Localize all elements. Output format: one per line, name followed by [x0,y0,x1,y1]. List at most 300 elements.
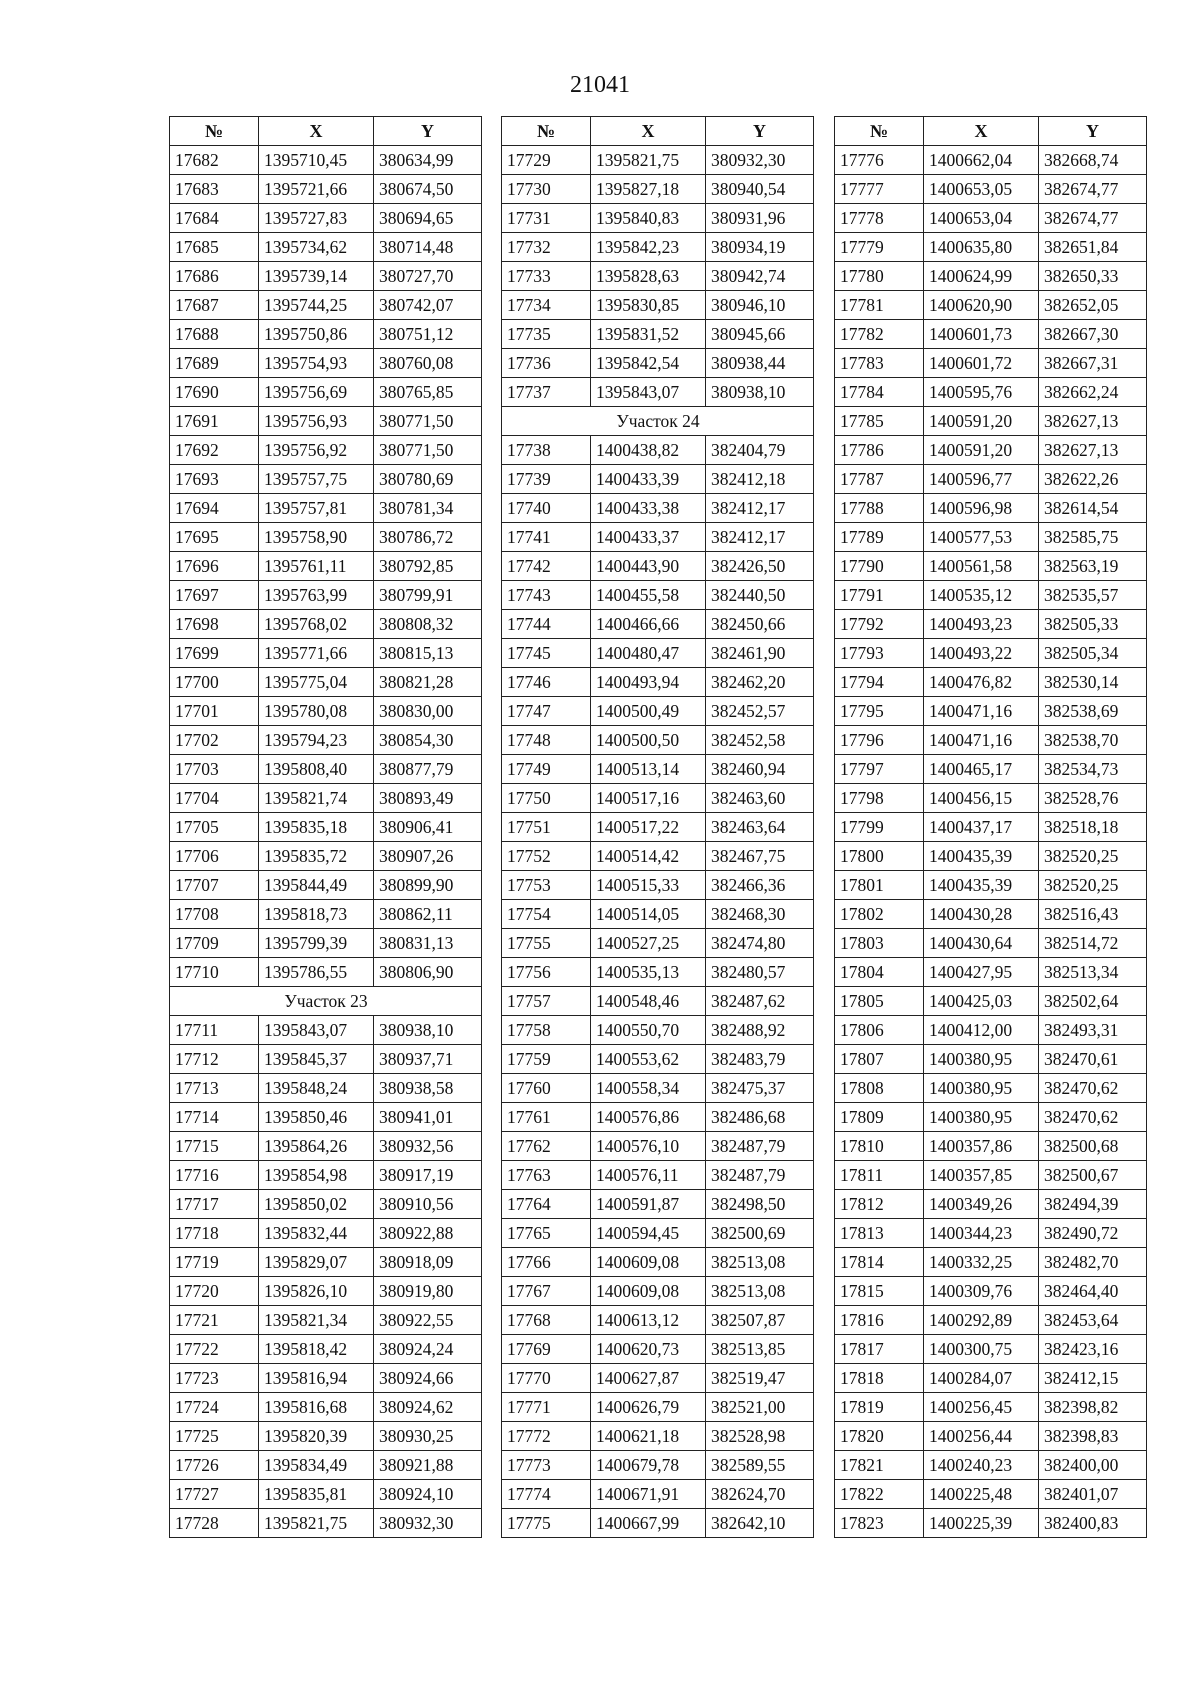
point-number-cell: 17798 [835,784,924,813]
table-row [502,465,814,494]
y-coordinate-cell: 380924,62 [374,1393,482,1422]
table-row [502,320,814,349]
y-coordinate-cell: 382668,74 [1039,146,1147,175]
x-coordinate-cell: 1400596,98 [924,494,1039,523]
x-coordinate-cell: 1400357,85 [924,1161,1039,1190]
point-number-cell: 17818 [835,1364,924,1393]
y-coordinate-cell: 382450,66 [706,610,814,639]
y-coordinate-cell: 382440,50 [706,581,814,610]
table-row [170,842,482,871]
x-coordinate-cell: 1400455,58 [591,581,706,610]
column-header-y: Y [706,117,814,146]
table-row [502,1277,814,1306]
point-number-cell: 17696 [170,552,259,581]
x-coordinate-cell: 1400437,17 [924,813,1039,842]
point-number-cell: 17735 [502,320,591,349]
y-coordinate-cell: 382674,77 [1039,175,1147,204]
point-number-cell: 17736 [502,349,591,378]
table-row [170,1393,482,1422]
x-coordinate-cell: 1395808,40 [259,755,374,784]
table-row [502,610,814,639]
x-coordinate-cell: 1400635,80 [924,233,1039,262]
point-number-cell: 17713 [170,1074,259,1103]
y-coordinate-cell: 382538,69 [1039,697,1147,726]
x-coordinate-cell: 1400435,39 [924,842,1039,871]
y-coordinate-cell: 382667,30 [1039,320,1147,349]
y-coordinate-cell: 382462,20 [706,668,814,697]
y-coordinate-cell: 380781,34 [374,494,482,523]
x-coordinate-cell: 1395754,93 [259,349,374,378]
point-number-cell: 17691 [170,407,259,436]
table-row [170,1016,482,1045]
x-coordinate-cell: 1395844,49 [259,871,374,900]
table-row [170,1132,482,1161]
x-coordinate-cell: 1395771,66 [259,639,374,668]
y-coordinate-cell: 382493,31 [1039,1016,1147,1045]
table-row [835,233,1147,262]
point-number-cell: 17819 [835,1393,924,1422]
y-coordinate-cell: 380877,79 [374,755,482,784]
x-coordinate-cell: 1400349,26 [924,1190,1039,1219]
x-coordinate-cell: 1395854,98 [259,1161,374,1190]
y-coordinate-cell: 382467,75 [706,842,814,871]
y-coordinate-cell: 382494,39 [1039,1190,1147,1219]
x-coordinate-cell: 1395832,44 [259,1219,374,1248]
table-row [835,639,1147,668]
y-coordinate-cell: 380907,26 [374,842,482,871]
point-number-cell: 17733 [502,262,591,291]
x-coordinate-cell: 1400595,76 [924,378,1039,407]
table-row [835,581,1147,610]
table-row [170,552,482,581]
point-number-cell: 17761 [502,1103,591,1132]
point-number-cell: 17727 [170,1480,259,1509]
x-coordinate-cell: 1400493,22 [924,639,1039,668]
y-coordinate-cell: 382487,62 [706,987,814,1016]
y-coordinate-cell: 382538,70 [1039,726,1147,755]
point-number-cell: 17769 [502,1335,591,1364]
x-coordinate-cell: 1400609,08 [591,1277,706,1306]
point-number-cell: 17754 [502,900,591,929]
point-number-cell: 17786 [835,436,924,465]
x-coordinate-cell: 1400548,46 [591,987,706,1016]
point-number-cell: 17764 [502,1190,591,1219]
column-header-number: № [170,117,259,146]
x-coordinate-cell: 1400626,79 [591,1393,706,1422]
y-coordinate-cell: 380910,56 [374,1190,482,1219]
table-row [502,726,814,755]
x-coordinate-cell: 1400465,17 [924,755,1039,784]
x-coordinate-cell: 1400624,99 [924,262,1039,291]
x-coordinate-cell: 1400225,48 [924,1480,1039,1509]
point-number-cell: 17814 [835,1248,924,1277]
x-coordinate-cell: 1400591,20 [924,407,1039,436]
x-coordinate-cell: 1400653,05 [924,175,1039,204]
table-row [835,175,1147,204]
table-row [170,1103,482,1132]
y-coordinate-cell: 380862,11 [374,900,482,929]
table-header-row [502,117,814,146]
x-coordinate-cell: 1395756,93 [259,407,374,436]
x-coordinate-cell: 1395864,26 [259,1132,374,1161]
table-row [835,1161,1147,1190]
point-number-cell: 17739 [502,465,591,494]
point-number-cell: 17712 [170,1045,259,1074]
y-coordinate-cell: 380830,00 [374,697,482,726]
point-number-cell: 17693 [170,465,259,494]
table-row [502,436,814,465]
point-number-cell: 17689 [170,349,259,378]
table-row [835,1016,1147,1045]
x-coordinate-cell: 1395818,73 [259,900,374,929]
point-number-cell: 17765 [502,1219,591,1248]
x-coordinate-cell: 1395843,07 [591,378,706,407]
x-coordinate-cell: 1395831,52 [591,320,706,349]
y-coordinate-cell: 382521,00 [706,1393,814,1422]
point-number-cell: 17810 [835,1132,924,1161]
x-coordinate-cell: 1400553,62 [591,1045,706,1074]
table-row [502,1161,814,1190]
table-row [502,842,814,871]
y-coordinate-cell: 380831,13 [374,929,482,958]
table-row [502,1190,814,1219]
point-number-cell: 17823 [835,1509,924,1538]
x-coordinate-cell: 1395828,63 [591,262,706,291]
y-coordinate-cell: 382513,85 [706,1335,814,1364]
point-number-cell: 17812 [835,1190,924,1219]
y-coordinate-cell: 380714,48 [374,233,482,262]
table-row [835,349,1147,378]
table-row [502,1306,814,1335]
point-number-cell: 17730 [502,175,591,204]
x-coordinate-cell: 1400609,08 [591,1248,706,1277]
point-number-cell: 17704 [170,784,259,813]
y-coordinate-cell: 380893,49 [374,784,482,813]
table-row [170,697,482,726]
x-coordinate-cell: 1395840,83 [591,204,706,233]
table-row [835,436,1147,465]
x-coordinate-cell: 1400433,39 [591,465,706,494]
y-coordinate-cell: 382535,57 [1039,581,1147,610]
point-number-cell: 17683 [170,175,259,204]
point-number-cell: 17720 [170,1277,259,1306]
x-coordinate-cell: 1395843,07 [259,1016,374,1045]
point-number-cell: 17700 [170,668,259,697]
table-row [502,1480,814,1509]
y-coordinate-cell: 382464,40 [1039,1277,1147,1306]
point-number-cell: 17746 [502,668,591,697]
table-row [502,581,814,610]
y-coordinate-cell: 382627,13 [1039,407,1147,436]
table-row [502,1074,814,1103]
point-number-cell: 17725 [170,1422,259,1451]
y-coordinate-cell: 382452,57 [706,697,814,726]
x-coordinate-cell: 1400332,25 [924,1248,1039,1277]
table-row [502,871,814,900]
table-row [502,523,814,552]
x-coordinate-cell: 1395757,75 [259,465,374,494]
y-coordinate-cell: 382474,80 [706,929,814,958]
point-number-cell: 17778 [835,204,924,233]
table-row [502,146,814,175]
y-coordinate-cell: 380780,69 [374,465,482,494]
x-coordinate-cell: 1400256,44 [924,1422,1039,1451]
x-coordinate-cell: 1400300,75 [924,1335,1039,1364]
table-row [170,813,482,842]
y-coordinate-cell: 382505,34 [1039,639,1147,668]
y-coordinate-cell: 380815,13 [374,639,482,668]
table-row [835,1509,1147,1538]
point-number-cell: 17686 [170,262,259,291]
column-header-x: X [259,117,374,146]
point-number-cell: 17793 [835,639,924,668]
table-row [835,987,1147,1016]
x-coordinate-cell: 1395816,68 [259,1393,374,1422]
point-number-cell: 17817 [835,1335,924,1364]
table-row [835,813,1147,842]
x-coordinate-cell: 1400662,04 [924,146,1039,175]
x-coordinate-cell: 1400309,76 [924,1277,1039,1306]
table-row [502,1509,814,1538]
y-coordinate-cell: 380771,50 [374,436,482,465]
point-number-cell: 17729 [502,146,591,175]
y-coordinate-cell: 382518,18 [1039,813,1147,842]
x-coordinate-cell: 1400591,87 [591,1190,706,1219]
table-row [835,1132,1147,1161]
table-row [835,958,1147,987]
y-coordinate-cell: 380938,58 [374,1074,482,1103]
y-coordinate-cell: 382460,94 [706,755,814,784]
table-row [170,175,482,204]
x-coordinate-cell: 1400380,95 [924,1045,1039,1074]
coordinates-table-1 [169,116,482,1538]
table-row [502,494,814,523]
x-coordinate-cell: 1400601,72 [924,349,1039,378]
table-row [170,1480,482,1509]
x-coordinate-cell: 1395816,94 [259,1364,374,1393]
point-number-cell: 17785 [835,407,924,436]
x-coordinate-cell: 1395848,24 [259,1074,374,1103]
x-coordinate-cell: 1400514,42 [591,842,706,871]
point-number-cell: 17807 [835,1045,924,1074]
y-coordinate-cell: 380917,19 [374,1161,482,1190]
table-row [835,1451,1147,1480]
y-coordinate-cell: 380792,85 [374,552,482,581]
table-header-row [170,117,482,146]
point-number-cell: 17748 [502,726,591,755]
section-row [170,987,482,1016]
table-row [835,1190,1147,1219]
y-coordinate-cell: 382490,72 [1039,1219,1147,1248]
y-coordinate-cell: 382483,79 [706,1045,814,1074]
point-number-cell: 17777 [835,175,924,204]
y-coordinate-cell: 380751,12 [374,320,482,349]
x-coordinate-cell: 1400225,39 [924,1509,1039,1538]
x-coordinate-cell: 1400425,03 [924,987,1039,1016]
point-number-cell: 17756 [502,958,591,987]
table-row [502,378,814,407]
x-coordinate-cell: 1395734,62 [259,233,374,262]
table-row [835,1277,1147,1306]
point-number-cell: 17794 [835,668,924,697]
table-row [502,784,814,813]
table-header-row [835,117,1147,146]
x-coordinate-cell: 1400456,15 [924,784,1039,813]
x-coordinate-cell: 1395768,02 [259,610,374,639]
y-coordinate-cell: 380921,88 [374,1451,482,1480]
y-coordinate-cell: 382412,15 [1039,1364,1147,1393]
y-coordinate-cell: 380938,10 [706,378,814,407]
y-coordinate-cell: 382480,57 [706,958,814,987]
point-number-cell: 17775 [502,1509,591,1538]
x-coordinate-cell: 1400535,13 [591,958,706,987]
y-coordinate-cell: 382614,54 [1039,494,1147,523]
table-row [170,1248,482,1277]
y-coordinate-cell: 380821,28 [374,668,482,697]
y-coordinate-cell: 382513,08 [706,1248,814,1277]
y-coordinate-cell: 380946,10 [706,291,814,320]
point-number-cell: 17783 [835,349,924,378]
table-row [170,378,482,407]
x-coordinate-cell: 1400671,91 [591,1480,706,1509]
point-number-cell: 17805 [835,987,924,1016]
point-number-cell: 17750 [502,784,591,813]
y-coordinate-cell: 382468,30 [706,900,814,929]
point-number-cell: 17707 [170,871,259,900]
point-number-cell: 17717 [170,1190,259,1219]
y-coordinate-cell: 380742,07 [374,291,482,320]
y-coordinate-cell: 382401,07 [1039,1480,1147,1509]
point-number-cell: 17752 [502,842,591,871]
y-coordinate-cell: 380924,10 [374,1480,482,1509]
x-coordinate-cell: 1400443,90 [591,552,706,581]
table-row [835,668,1147,697]
y-coordinate-cell: 382520,25 [1039,871,1147,900]
point-number-cell: 17771 [502,1393,591,1422]
point-number-cell: 17692 [170,436,259,465]
x-coordinate-cell: 1395845,37 [259,1045,374,1074]
x-coordinate-cell: 1400517,16 [591,784,706,813]
table-row [502,1364,814,1393]
table-row [170,1074,482,1103]
table-row [835,1045,1147,1074]
point-number-cell: 17780 [835,262,924,291]
table-row [170,1045,482,1074]
y-coordinate-cell: 382453,64 [1039,1306,1147,1335]
y-coordinate-cell: 382452,58 [706,726,814,755]
point-number-cell: 17743 [502,581,591,610]
page-number: 21041 [570,72,630,98]
point-number-cell: 17728 [170,1509,259,1538]
table-row [170,639,482,668]
x-coordinate-cell: 1400679,78 [591,1451,706,1480]
x-coordinate-cell: 1400412,00 [924,1016,1039,1045]
y-coordinate-cell: 380854,30 [374,726,482,755]
point-number-cell: 17749 [502,755,591,784]
table-row [502,1045,814,1074]
table-row [835,1306,1147,1335]
x-coordinate-cell: 1400514,05 [591,900,706,929]
y-coordinate-cell: 380760,08 [374,349,482,378]
table-row [835,1103,1147,1132]
point-number-cell: 17753 [502,871,591,900]
y-coordinate-cell: 382624,70 [706,1480,814,1509]
table-row [835,842,1147,871]
y-coordinate-cell: 380922,55 [374,1306,482,1335]
y-coordinate-cell: 382528,76 [1039,784,1147,813]
table-row [835,900,1147,929]
table-row [502,204,814,233]
table-row [835,320,1147,349]
point-number-cell: 17795 [835,697,924,726]
y-coordinate-cell: 380924,66 [374,1364,482,1393]
x-coordinate-cell: 1400433,37 [591,523,706,552]
table-row [835,204,1147,233]
y-coordinate-cell: 380799,91 [374,581,482,610]
y-coordinate-cell: 380727,70 [374,262,482,291]
table-row [170,1219,482,1248]
table-row [170,291,482,320]
y-coordinate-cell: 382398,82 [1039,1393,1147,1422]
y-coordinate-cell: 382486,68 [706,1103,814,1132]
y-coordinate-cell: 382651,84 [1039,233,1147,262]
point-number-cell: 17698 [170,610,259,639]
y-coordinate-cell: 382519,47 [706,1364,814,1393]
table-row [502,1132,814,1161]
x-coordinate-cell: 1400240,23 [924,1451,1039,1480]
table-row [502,929,814,958]
x-coordinate-cell: 1395842,23 [591,233,706,262]
point-number-cell: 17697 [170,581,259,610]
table-row [170,523,482,552]
x-coordinate-cell: 1400653,04 [924,204,1039,233]
point-number-cell: 17782 [835,320,924,349]
y-coordinate-cell: 380940,54 [706,175,814,204]
table-row [502,1451,814,1480]
point-number-cell: 17821 [835,1451,924,1480]
y-coordinate-cell: 380941,01 [374,1103,482,1132]
x-coordinate-cell: 1395821,75 [591,146,706,175]
y-coordinate-cell: 382662,24 [1039,378,1147,407]
x-coordinate-cell: 1400513,14 [591,755,706,784]
x-coordinate-cell: 1395826,10 [259,1277,374,1306]
y-coordinate-cell: 382622,26 [1039,465,1147,494]
y-coordinate-cell: 382475,37 [706,1074,814,1103]
table-row [502,262,814,291]
x-coordinate-cell: 1400471,16 [924,726,1039,755]
x-coordinate-cell: 1400576,86 [591,1103,706,1132]
point-number-cell: 17747 [502,697,591,726]
y-coordinate-cell: 382513,08 [706,1277,814,1306]
y-coordinate-cell: 382423,16 [1039,1335,1147,1364]
x-coordinate-cell: 1400435,39 [924,871,1039,900]
y-coordinate-cell: 382652,05 [1039,291,1147,320]
table-row [502,552,814,581]
table-row [502,233,814,262]
table-row [170,465,482,494]
table-row [170,1161,482,1190]
x-coordinate-cell: 1400466,66 [591,610,706,639]
section-title: Участок 24 [502,407,814,436]
table-row [502,1219,814,1248]
x-coordinate-cell: 1400493,94 [591,668,706,697]
table-row [170,610,482,639]
x-coordinate-cell: 1400480,47 [591,639,706,668]
y-coordinate-cell: 382487,79 [706,1132,814,1161]
x-coordinate-cell: 1395786,55 [259,958,374,987]
x-coordinate-cell: 1400561,58 [924,552,1039,581]
x-coordinate-cell: 1395842,54 [591,349,706,378]
